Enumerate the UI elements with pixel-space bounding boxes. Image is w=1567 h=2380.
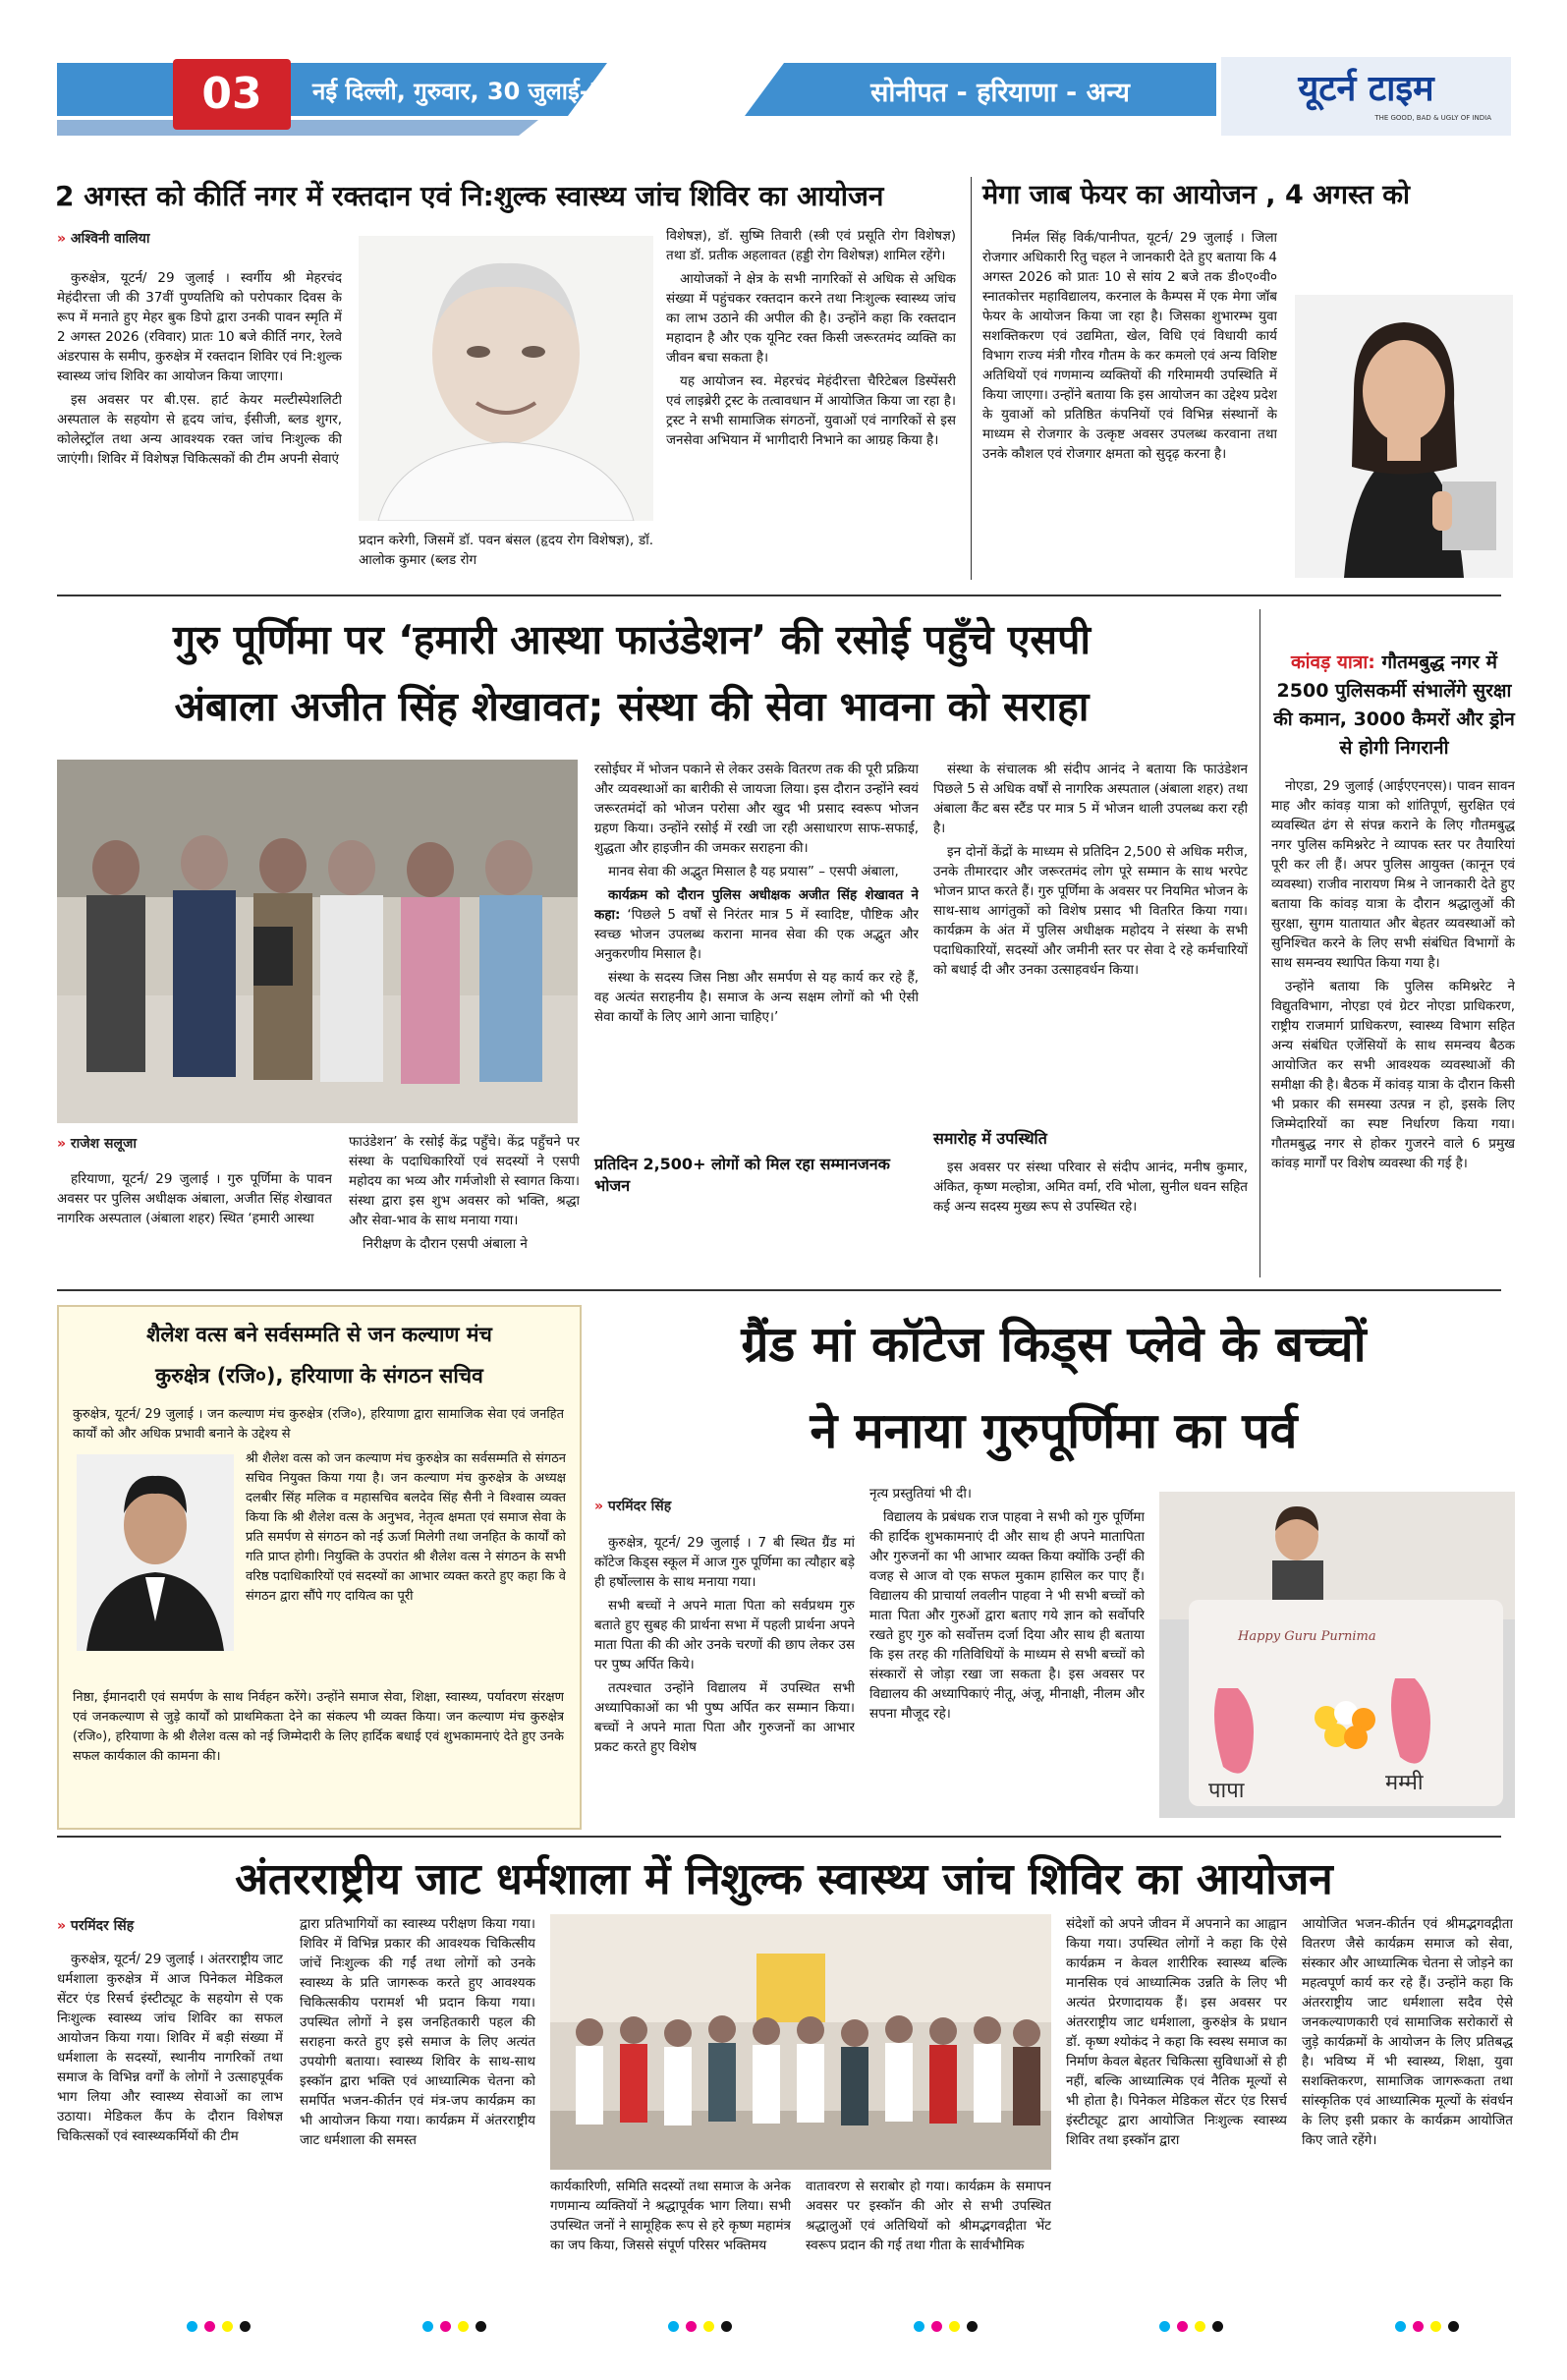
paragraph: संस्था के सदस्य जिस निष्ठा और समर्पण से यह कार्य कर रहे हैं, वह अत्यंत सराहनीय है। समाज के अन्य सक्षम लोगों को भी ऐसी सेवा कार्यों के लिए आगे आना चाहिए।’ bbox=[594, 970, 919, 1025]
lead-paragraph: कुरुक्षेत्र, यूटर्न/ 29 जुलाई । जन कल्याण मंच कुरुक्षेत्र (रजि०), हरियाणा द्वारा सामाजिक सेवा एवं जनहित कार्यों को और अधिक प्रभावी बनाने के उद्देश्य से bbox=[73, 1407, 564, 1442]
paragraph: आयोजकों ने क्षेत्र के सभी नागरिकों से अधिक से अधिक संख्या में पहुंचकर रक्तदान करने तथा निःशुल्क स्वास्थ्य जांच का लाभ उठाने की अपील की है। उन्होंने कहा कि रक्तदान महादान है और एक यूनिट रक्त किसी जरूरतमंद व्यक्ति का जीवन बचा सकता है। bbox=[666, 271, 956, 366]
article-column bbox=[349, 1132, 580, 1279]
page-number: 03 bbox=[173, 59, 291, 130]
paragraph: द्वारा प्रतिभागियों का स्वास्थ्य परीक्षण किया गया। शिविर में विभिन्न प्रकार की आवश्यक चिकित्सीय जांचें निःशुल्क की गईं तथा लोगों को उनके स्वास्थ्य के प्रति जागरूक करते हुए आवश्यक चिकित्सकीय परामर्श भी प्रदान किया गया। उपस्थित लोगों ने इस जनहितकारी पहल की सराहना करते हुए इसे समाज के लिए अत्यंत उपयोगी बताया। स्वास्थ्य शिविर के साथ-साथ इस्कॉन द्वारा भक्ति एवं आध्यात्मिक चेतना को समर्पित भजन-कीर्तन एवं मंत्र-जप कार्यक्रम का भी आयोजन किया गया। कार्यक्रम में अंतरराष्ट्रीय जाट धर्मशाला की समस्त bbox=[300, 1916, 535, 2148]
photo-caption: प्रदान करेगी, जिसमें डॉ. पवन बंसल (हृदय रोग विशेषज्ञ), डॉ. आलोक कुमार (ब्लड रोग bbox=[359, 533, 653, 568]
paragraph: निरीक्षण के दौरान एसपी अंबाला ने bbox=[363, 1236, 528, 1252]
appointee-illustration bbox=[77, 1454, 234, 1651]
paragraph bbox=[594, 885, 919, 964]
article-column bbox=[57, 268, 342, 553]
story-headline: शैलेश वत्स बने सर्वसम्मति से जन कल्याण मंच bbox=[146, 1323, 492, 1346]
paragraph: कुरुक्षेत्र, यूटर्न/ 29 जुलाई । स्वर्गीय श्री मेहरचंद मेहंदीरत्ता जी की 37वीं पुण्यतिथि को परोपकार दिवस के रूप में मनाते हुए मेहर बुक डिपो द्वारा उनकी पावन स्मृति में 2 अगस्त 2026 (रविवार) प्रातः 10 बजे कीर्ति नगर, रेलवे अंडरपास के समीप, कुरुक्षेत्र में रक्तदान शिविर एवं नि:शुल्क स्वास्थ्य जांच शिविर का आयोजन किया जाएगा। bbox=[57, 270, 342, 384]
byline: » अश्विनी वालिया bbox=[57, 229, 352, 248]
portrait-illustration bbox=[359, 236, 653, 521]
photo-label-left: पापा bbox=[1208, 1779, 1245, 1803]
story-headline: मेगा जाब फेयर का आयोजन , 4 अगस्त को bbox=[982, 180, 1410, 210]
headline-rest: गौतमबुद्ध नगर में 2500 पुलिसकर्मी संभालेंगे सुरक्षा की कमान, 3000 कैमरों और ड्रोन से होगी निगरानी bbox=[1273, 652, 1515, 759]
story-headline: गुरु पूर्णिमा पर ‘हमारी आस्था फाउंडेशन’ की रसोई पहुँचे एसपी bbox=[172, 616, 1091, 663]
story-headline: 2 अगस्त को कीर्ति नगर में रक्तदान एवं नि:शुल्क स्वास्थ्य जांच शिविर का आयोजन bbox=[55, 180, 884, 212]
article-column: निष्ठा, ईमानदारी एवं समर्पण के साथ निर्वहन करेंगे। उन्होंने समाज सेवा, शिक्षा, स्वास्थ्य, पर्यावरण संरक्षण एवं जनकल्याण से जुड़े कार्यों को प्राथमिकता देने का संकल्प भी व्यक्त किया। जन कल्याण मंच कुरुक्षेत्र (रजि०), हरियाणा के श्री शैलेश वत्स को नई जिम्मेदारी के लिए हार्दिक बधाई एवं शुभकामनाएं देते हुए उनके सफल कार्यकाल की कामना की। bbox=[73, 1690, 564, 1764]
subheading: समारोह में उपस्थिति bbox=[933, 1129, 1047, 1148]
article-column: कार्यकारिणी, समिति सदस्यों तथा समाज के अनेक गणमान्य व्यक्तियों ने श्रद्धापूर्वक भाग लिया। सभी उपस्थित जनों ने सामूहिक रूप से हरे कृष्ण महामंत्र का जप किया, जिससे संपूर्ण परिसर भक्तिमय bbox=[550, 2179, 791, 2253]
print-registration-marks bbox=[1395, 2321, 1459, 2332]
event-photo bbox=[57, 760, 578, 1123]
headline-prefix: कांवड़ यात्रा: bbox=[1291, 652, 1375, 673]
story-headline: अंतरराष्ट्रीय जाट धर्मशाला में निशुल्क स्वास्थ्य जांच शिविर का आयोजन bbox=[235, 1854, 1333, 1904]
article-column bbox=[933, 1158, 1248, 1266]
paragraph: विद्यालय के प्रबंधक राज पाहवा ने सभी को गुरु पूर्णिमा की हार्दिक शुभकामनाएं दी और साथ ही अपने मातापिता और गुरुजनों का भी आभार व्यक्त किया क्योंकि उन्हीं की वजह से आज वो एक सफल मुकाम हासिल कर पाए हैं। विद्यालय की प्राचार्या लवलीन पाहवा ने भी सभी बच्चों को माता पिता और गुरुओं द्वारा बताए गये ज्ञान को सर्वोपरि रखते हुए गुरु को सर्वोत्तम दर्जा दिया और साथ ही बताया कि इस तरह की गतिविधियों के माध्यम से सभी बच्चों को संस्कारों से जोड़ा रखा जा सकता है। इस अवसर पर विद्यालय की अध्यापिकाएं नीतू, अंजू, मीनाक्षी, नीलम और सपना मौजूद रहे। bbox=[869, 1509, 1145, 1722]
byline: » राजेश सलूजा bbox=[57, 1134, 332, 1153]
story-headline: ने मनाया गुरुपूर्णिमा का पर्व bbox=[810, 1402, 1298, 1459]
paragraph: विशेषज्ञ), डॉ. सुष्मि तिवारी (स्त्री एवं प्रसूति रोग विशेषज्ञ) तथा डॉ. प्रतीक अहलावत (हड्डी रोग विशेषज्ञ) शामिल रहेंगे। bbox=[666, 228, 956, 263]
article-column bbox=[57, 1950, 283, 2289]
logo-tagline: THE GOOD, BAD & UGLY OF INDIA bbox=[1374, 114, 1491, 122]
article-column bbox=[982, 228, 1277, 592]
paragraph: फाउंडेशन’ के रसोई केंद्र पहुँचे। केंद्र पहुँचने पर संस्था के पदाधिकारियों एवं सदस्यों ने एसपी महोदय का भव्य और गर्मजोशी से स्वागत किया। संस्था द्वारा इस शुभ अवसर को भक्ति, श्रद्धा और सेवा-भाव के साथ मनाया गया। bbox=[349, 1134, 580, 1228]
appointee-photo bbox=[77, 1454, 234, 1651]
paragraph: यह आयोजन स्व. मेहरचंद मेहंदीरत्ता चैरिटेबल डिस्पेंसरी एवं लाइब्रेरी ट्रस्ट के तत्वावधान में आयोजित किया जा रहा है। ट्रस्ट ने सभी सामाजिक संगठनों, युवाओं एवं नागरिकों से इस जनसेवा अभियान में भागीदारी निभाने का आग्रह किया है। bbox=[666, 373, 956, 448]
print-registration-marks bbox=[422, 2321, 486, 2332]
paragraph: तत्पश्चात उन्होंने विद्यालय में उपस्थित सभी अध्यापिकाओं का भी पुष्प अर्पित कर सम्मान किया। बच्चों ने अपने माता पिता और गुरुजनों का आभार प्रकट करते हुए विशेष bbox=[594, 1680, 855, 1755]
story-headline bbox=[1271, 649, 1517, 763]
paragraph: इस अवसर पर संस्था परिवार से संदीप आनंद, मनीष कुमार, अंकित, कृष्ण मल्होत्रा, अमित वर्मा, रवि भोला, सुनील धवन सहित कई अन्य सदस्य मुख्य रूप से उपस्थित रहे। bbox=[933, 1160, 1248, 1215]
bold-lead: कार्यक्रम को दौरान पुलिस अधीक्षक अजीत सिंह शेखावत ने कहा: bbox=[594, 887, 919, 923]
article-column bbox=[594, 760, 919, 1148]
paragraph: उन्होंने बताया कि पुलिस कमिश्नरेट ने विद्युतविभाग, नोएडा एवं ग्रेटर नोएडा प्राधिकरण, राष्ट्रीय राजमार्ग प्राधिकरण, स्वास्थ्य विभाग सहित अन्य संबंधित एजेंसियों के साथ समन्वय बैठक आयोजित कर सभी आवश्यक व्यवस्थाओं की समीक्षा की है। बैठक में कांवड़ यात्रा के दौरान किसी भी प्रकार की समस्या उत्पन्न न हो, इसके लिए जिम्मेदारियों का स्पष्ट निर्धारण किया गया। गौतमबुद्ध नगर से होकर गुजरने वाले 6 प्रमुख कांवड़ मार्गों पर विशेष व्यवस्था की गई है। bbox=[1271, 979, 1515, 1171]
paragraph: रसोईघर में भोजन पकाने से लेकर उसके वितरण तक की पूरी प्रक्रिया और व्यवस्थाओं का बारीकी से जायजा लिया। इस दौरान उन्होंने स्वयं जरूरतमंदों को भोजन परोसा और खुद भी प्रसाद स्वरूप भोजन ग्रहण किया। उन्होंने रसोई में रखी जा रही असाधारण साफ-सफाई, शुद्धता और हाइजीन की जमकर सराहना की। bbox=[594, 762, 919, 856]
column-divider bbox=[971, 177, 972, 580]
section-title: सोनीपत - हरियाणा - अन्य bbox=[870, 78, 1130, 108]
byline: » परमिंदर सिंह bbox=[594, 1497, 860, 1515]
paragraph: नोएडा, 29 जुलाई (आईएएनएस)। पावन सावन माह और कांवड़ यात्रा को शांतिपूर्ण, सुरक्षित एवं व्यवस्थित ढंग से संपन्न कराने के लिए गौतमबुद्ध नगर पुलिस कमिश्नरेट ने व्यापक स्तर पर तैयारियां पूरी कर ली हैं। अपर पुलिस आयुक्त (कानून एवं व्यवस्था) राजीव नारायण मिश्र ने जानकारी देते हुए बताया कि कांवड़ यात्रा के दौरान श्रद्धालुओं की सुरक्षा, सुगम यातायात और बेहतर व्यवस्थाओं को सुनिश्चित करने के लिए सभी संबंधित विभागों के साथ समन्वय स्थापित किया गया है। bbox=[1271, 778, 1515, 971]
paragraph: इन दोनों केंद्रों के माध्यम से प्रतिदिन 2,500 से अधिक मरीज, उनके तीमारदार और जरूरतमंद लोग पूरे सम्मान के साथ भरपेट भोजन प्राप्त करते हैं। गुरु पूर्णिमा के अवसर पर नियमित भोजन के साथ-साथ आगंतुकों को विशेष प्रसाद भी वितरित किया गया। कार्यक्रम के अंत में पुलिस अधीक्षक महोदय ने संस्था के सभी पदाधिकारियों, सदस्यों और जमीनी स्तर पर सेवा दे रहे कर्मचारियों को बधाई दी और उनका उत्साहवर्धन किया। bbox=[933, 844, 1248, 978]
paragraph: संदेशों को अपने जीवन में अपनाने का आह्वान किया गया। उपस्थित लोगों ने कहा कि ऐसे कार्यक्रम न केवल शारीरिक स्वास्थ्य बल्कि मानसिक एवं आध्यात्मिक उन्नति के लिए भी अत्यंत प्रेरणादायक हैं। इस अवसर पर अंतरराष्ट्रीय जाट धर्मशाला, कुरुक्षेत्र के प्रधान डॉ. कृष्ण श्योकंद ने कहा कि स्वस्थ समाज का निर्माण केवल बेहतर चिकित्सा सुविधाओं से ही नहीं, बल्कि आध्यात्मिक एवं नैतिक मूल्यों से भी होता है। पिनेकल मेडिकल सेंटर एंड रिसर्च इंस्टीट्यूट द्वारा आयोजित निःशुल्क स्वास्थ्य शिविर तथा इस्कॉन द्वारा bbox=[1066, 1916, 1287, 2148]
article-column bbox=[933, 760, 1248, 1128]
quote-text: ‘पिछले 5 वर्षों से निरंतर मात्र 5 में स्वादिष्ट, पौष्टिक और स्वच्छ भोजन उपलब्ध कराना मानव सेवा की एक अद्भुत और अनुकरणीय मिसाल है। bbox=[594, 907, 919, 962]
byline: » परमिंदर सिंह bbox=[57, 1916, 283, 1935]
masthead bbox=[57, 57, 1511, 136]
section-divider bbox=[57, 1836, 1501, 1838]
event-photo-illustration bbox=[57, 760, 578, 1123]
paragraph: संस्था के संचालक श्री संदीप आनंद ने बताया कि फाउंडेशन पिछले 5 से अधिक वर्षों से नागरिक अस्पताल (अंबाला शहर) तथा अंबाला कैंट बस स्टैंड पर मात्र 5 में भोजन थाली उपलब्ध करा रही है। bbox=[933, 762, 1248, 836]
dateline: नई दिल्ली, गुरुवार, 30 जुलाई-2026 bbox=[312, 78, 655, 105]
group-photo bbox=[550, 1914, 1051, 2170]
article-column bbox=[1066, 1914, 1287, 2290]
paragraph: मानव सेवा की अद्भुत मिसाल है यह प्रयास” – एसपी अंबाला, bbox=[608, 864, 899, 879]
subheading: प्रतिदिन 2,500+ लोगों को मिल रहा सम्मानजनक भोजन bbox=[594, 1155, 890, 1195]
article-column bbox=[300, 1914, 535, 2290]
group-photo-illustration bbox=[550, 1914, 1051, 2170]
article-column bbox=[666, 226, 956, 565]
paragraph: सभी बच्चों ने अपने माता पिता को सर्वप्रथम गुरु बताते हुए सुबह की प्रार्थना सभा में पहली प्रार्थना अपने माता पिता की की ओर उनके चरणों की छाप लेकर उस पर पुष्प अर्पित किये। bbox=[594, 1598, 855, 1672]
article-column: श्री शैलेश वत्स को जन कल्याण मंच कुरुक्षेत्र का सर्वसम्मति से संगठन सचिव नियुक्त किया गया है। जन कल्याण मंच कुरुक्षेत्र के अध्यक्ष दलबीर सिंह मलिक व महासचिव बलदेव सिंह सैनी ने विश्वास व्यक्त किया कि श्री शैलेश वत्स के अनुभव, नेतृत्व क्षमता एवं समाज सेवा के प्रति समर्पण से संगठन को नई ऊर्जा मिलेगी तथा जनहित के कार्यों को गति प्राप्त होगी। नियुक्ति के उपरांत श्री शैलेश वत्स ने संगठन के सभी वरिष्ठ पदाधिकारियों एवं सदस्यों का आभार व्यक्त करते हुए कहा कि वे संगठन द्वारा सौंपे गए दायित्व का पूरी bbox=[246, 1451, 566, 1604]
section-divider bbox=[57, 1289, 1501, 1291]
paragraph: कुरुक्षेत्र, यूटर्न/ 29 जुलाई । अंतरराष्ट्रीय जाट धर्मशाला कुरुक्षेत्र में आज पिनेकल मेडिकल सेंटर एंड रिसर्च इंस्टीट्यूट के सहयोग से एक निःशुल्क स्वास्थ्य जांच शिविर का सफल आयोजन किया गया। शिविर में बड़ी संख्या में धर्मशाला के सदस्यों, स्थानीय नागरिकों तथा समाज के विभिन्न वर्गों के लोगों ने उत्साहपूर्वक भाग लिया और स्वास्थ्य सेवाओं का लाभ उठाया। मेडिकल कैंप के दौरान विशेषज्ञ चिकित्सकों एवं स्वास्थ्यकर्मियों की टीम bbox=[57, 1952, 283, 2144]
paragraph: नृत्य प्रस्तुतियां भी दी। bbox=[869, 1486, 973, 1502]
newspaper-logo bbox=[1226, 59, 1506, 132]
story-appointment-box bbox=[57, 1305, 582, 1830]
print-registration-marks bbox=[668, 2321, 732, 2332]
article-column bbox=[869, 1484, 1145, 1818]
paragraph: आयोजित भजन-कीर्तन एवं श्रीमद्भगवद्गीता वितरण जैसे कार्यक्रम समाज को सेवा, संस्कार और आध्यात्मिक चेतना से जोड़ने का महत्वपूर्ण कार्य कर रहे हैं। उन्होंने कहा कि अंतरराष्ट्रीय जाट धर्मशाला सदैव ऐसे जनकल्याणकारी एवं सामाजिक सरोकारों से जुड़े कार्यक्रमों के आयोजन के लिए प्रतिबद्ध है। भविष्य में भी स्वास्थ्य, शिक्षा, युवा सशक्तिकरण, सामाजिक जागरूकता तथा सांस्कृतिक एवं आध्यात्मिक मूल्यों के संवर्धन के लिए इसी प्रकार के कार्यक्रम आयोजित किए जाते रहेंगे। bbox=[1302, 1916, 1513, 2148]
print-registration-marks bbox=[187, 2321, 251, 2332]
article-column bbox=[1302, 1914, 1513, 2290]
logo-text: यूटर्न टाइम bbox=[1298, 69, 1434, 109]
print-registration-marks bbox=[914, 2321, 978, 2332]
paragraph: निर्मल सिंह विर्क/पानीपत, यूटर्न/ 29 जुलाई । जिला रोजगार अधिकारी रितु चहल ने जानकारी देते हुए बताया कि 4 अगस्त 2026 को प्रातः 10 से सांय 2 बजे तक डी०ए०वी० स्नातकोत्तर महाविद्यालय, करनाल के कैम्पस में एक मेगा जॉब फेयर के आयोजन किया जा रहा है। जिसका शुभारम्भ युवा सशक्तिकरण एवं उद्यमिता, खेल, विधि एवं विधायी कार्य विभाग राज्य मंत्री गौरव गौतम के कर कमलो एवं अन्य विशिष्ट अतिथियों एवं गणमान्य व्यक्तियों की गरिमामयी उपस्थिति में किया जाएगा। उन्होंने बताया कि इस आयोजन का उद्देश्य प्रदेश के युवाओं को प्रतिष्ठित कंपनियों एवं विभिन्न संस्थानों के माध्यम से रोजगार के उत्कृष्ट अवसर उपलब्ध करवाना तथा उनके कौशल एवं रोजगार क्षमता को सुदृढ़ करना है। bbox=[982, 230, 1277, 462]
column-divider bbox=[1259, 609, 1260, 1277]
section-divider bbox=[57, 595, 1501, 596]
official-portrait-photo bbox=[1295, 295, 1513, 578]
article-column bbox=[1271, 776, 1515, 1277]
photo-label-right: मम्मी bbox=[1385, 1771, 1424, 1795]
story-headline: कुरुक्षेत्र (रजि०), हरियाणा के संगठन सचिव bbox=[155, 1364, 483, 1388]
child-celebration-photo bbox=[1159, 1492, 1515, 1818]
paragraph: कुरुक्षेत्र, यूटर्न/ 29 जुलाई । 7 बी स्थित ग्रैंड मां कॉटेज किड्स स्कूल में आज गुरु पूर्णिमा का त्यौहार बड़े ही हर्षोल्लास के साथ मनाया गया। bbox=[594, 1535, 855, 1590]
paragraph: हरियाणा, यूटर्न/ 29 जुलाई । गुरु पूर्णिमा के पावन अवसर पर पुलिस अधीक्षक अंबाला, अजीत सिंह शेखावत नागरिक अस्पताल (अंबाला शहर) स्थित ‘हमारी आस्था bbox=[57, 1171, 332, 1226]
article-column: वातावरण से सराबोर हो गया। कार्यक्रम के समापन अवसर पर इस्कॉन की ओर से सभी उपस्थित श्रद्धालुओं एवं अतिथियों को श्रीमद्भगवद्गीता भेंट स्वरूप प्रदान की गई तथा गीता के सार्वभौमिक bbox=[806, 2179, 1051, 2253]
story-headline: ग्रैंड मां कॉटेज किड्स प्लेवे के बच्चों bbox=[741, 1316, 1367, 1373]
portrait-photo bbox=[359, 236, 653, 521]
official-portrait-illustration bbox=[1295, 295, 1513, 578]
print-registration-marks bbox=[1159, 2321, 1223, 2332]
article-column bbox=[594, 1533, 855, 1828]
photo-banner-text: Happy Guru Purnima bbox=[1238, 1629, 1376, 1644]
story-headline: अंबाला अजीत सिंह शेखावत; संस्था की सेवा भावना को सराहा bbox=[174, 683, 1090, 730]
paragraph: इस अवसर पर बी.एस. हार्ट केयर मल्टीस्पेशलिटी अस्पताल के सहयोग से हृदय जांच, ईसीजी, ब्लड शुगर, कोलेस्ट्रॉल तथा अन्य आवश्यक रक्त जांच निःशुल्क की जाएंगी। शिविर में विशेषज्ञ चिकित्सकों की टीम अपनी सेवाएं bbox=[57, 392, 342, 467]
article-column bbox=[57, 1169, 332, 1277]
